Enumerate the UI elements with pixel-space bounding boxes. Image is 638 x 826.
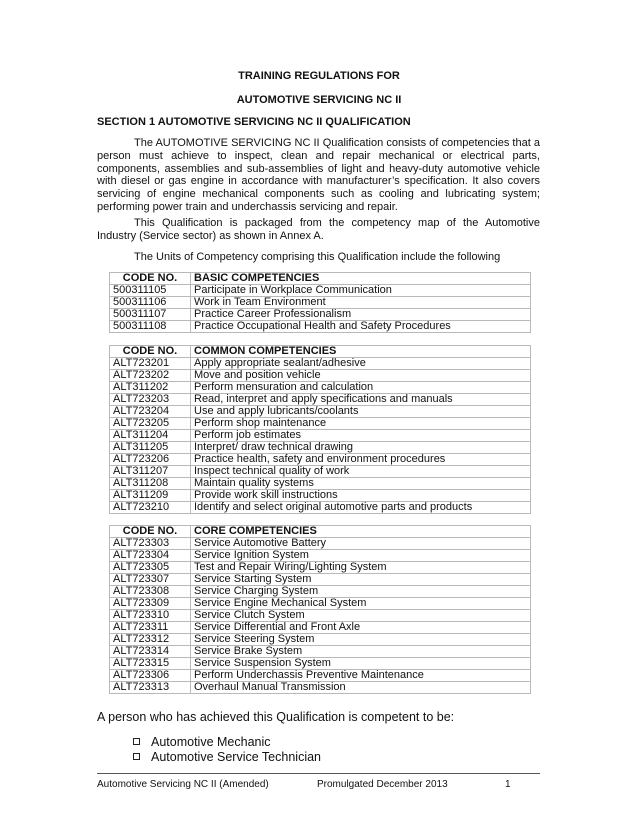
core-competencies-table [109, 525, 531, 694]
basic-competencies-table [109, 272, 531, 333]
title-column-header: COMMON COMPETENCIES [191, 346, 531, 358]
table-row [110, 490, 531, 502]
competency-code-cell: ALT723310 [110, 610, 191, 622]
competency-code-cell: ALT723210 [110, 502, 191, 514]
table-row [110, 297, 531, 309]
competency-code-cell: ALT723313 [110, 682, 191, 694]
competency-title-cell: Service Engine Mechanical System [191, 598, 531, 610]
competency-code-cell: ALT723202 [110, 370, 191, 382]
competency-title-cell: Overhaul Manual Transmission [191, 682, 531, 694]
competency-title-cell: Service Brake System [191, 646, 531, 658]
competency-title-cell: Service Differential and Front Axle [191, 622, 531, 634]
table-header-row [110, 346, 531, 358]
competency-title-cell: Maintain quality systems [191, 478, 531, 490]
footer-divider [97, 773, 540, 774]
title-column-header: BASIC COMPETENCIES [191, 273, 531, 285]
list-item-label: Automotive Mechanic [151, 735, 271, 749]
competency-code-cell: 500311108 [110, 321, 191, 333]
competency-code-cell: ALT723307 [110, 574, 191, 586]
table-row [110, 574, 531, 586]
table-row [110, 466, 531, 478]
competency-code-cell: 500311107 [110, 309, 191, 321]
table-row [110, 646, 531, 658]
competency-title-cell: Practice health, safety and environment procedures [191, 454, 531, 466]
table-row [110, 430, 531, 442]
table-row [110, 309, 531, 321]
competency-code-cell: ALT723315 [110, 658, 191, 670]
competency-code-cell: ALT311209 [110, 490, 191, 502]
competency-title-cell: Service Charging System [191, 586, 531, 598]
table-header-row [110, 526, 531, 538]
competency-code-cell: 500311105 [110, 285, 191, 297]
competency-title-cell: Perform job estimates [191, 430, 531, 442]
list-item [133, 735, 321, 750]
table-row [110, 634, 531, 646]
competency-code-cell: ALT311202 [110, 382, 191, 394]
competency-code-cell: ALT723201 [110, 358, 191, 370]
competency-code-cell: ALT311204 [110, 430, 191, 442]
competency-code-cell: ALT723205 [110, 418, 191, 430]
document-title-line1: TRAINING REGULATIONS FOR [238, 70, 400, 82]
section-heading: SECTION 1 AUTOMOTIVE SERVICING NC II QUALIFICATION [97, 116, 411, 128]
competency-title-cell: Test and Repair Wiring/Lighting System [191, 562, 531, 574]
table-row [110, 586, 531, 598]
table-row [110, 285, 531, 297]
competency-title-cell: Use and apply lubricants/coolants [191, 406, 531, 418]
document-title-line2: AUTOMOTIVE SERVICING NC II [236, 94, 402, 106]
competency-code-cell: ALT723308 [110, 586, 191, 598]
competency-code-cell: ALT311207 [110, 466, 191, 478]
table-row [110, 478, 531, 490]
code-column-header: CODE NO. [110, 526, 191, 538]
table-row [110, 658, 531, 670]
competency-title-cell: Interpret/ draw technical drawing [191, 442, 531, 454]
competency-title-cell: Service Clutch System [191, 610, 531, 622]
competency-title-cell: Service Automotive Battery [191, 538, 531, 550]
checkbox-bullet-icon [133, 753, 140, 760]
competency-code-cell: ALT723203 [110, 394, 191, 406]
competency-code-cell: ALT723305 [110, 562, 191, 574]
competency-code-cell: ALT723304 [110, 550, 191, 562]
footer-promulgation-date: Promulgated December 2013 [317, 779, 448, 790]
achieved-statement: A person who has achieved this Qualification is competent to be: [97, 710, 455, 724]
table-row [110, 321, 531, 333]
list-item-label: Automotive Service Technician [151, 750, 321, 764]
table-row [110, 358, 531, 370]
code-column-header: CODE NO. [110, 273, 191, 285]
competency-title-cell: Practice Career Professionalism [191, 309, 531, 321]
competency-title-cell: Service Starting System [191, 574, 531, 586]
table-row [110, 382, 531, 394]
list-item [133, 750, 321, 765]
table-header-row [110, 273, 531, 285]
table-row [110, 610, 531, 622]
common-competencies-table [109, 345, 531, 514]
competency-title-cell: Practice Occupational Health and Safety Procedures [191, 321, 531, 333]
table-row [110, 454, 531, 466]
intro-paragraph: The AUTOMOTIVE SERVICING NC II Qualification consists of competencies that a person must achieve to inspect, clean and repair mechanical or electrical parts, components, assemblies and sub-assemblies of light and heavy-duty automotive vehicle with diesel or gas engine in accordance with manufacturer’s specification. It also covers servicing of engine mechanical components such as cooling and lubricating system; performing power train and underchassis servicing and repair. [97, 137, 540, 213]
competency-code-cell: ALT723303 [110, 538, 191, 550]
footer-document-name: Automotive Servicing NC II (Amended) [97, 779, 269, 790]
competency-code-cell: ALT311205 [110, 442, 191, 454]
competency-title-cell: Inspect technical quality of work [191, 466, 531, 478]
table-row [110, 442, 531, 454]
packaging-paragraph: This Qualification is packaged from the competency map of the Automotive Industry (Service sector) as shown in Annex A. [97, 217, 540, 242]
competency-title-cell: Service Steering System [191, 634, 531, 646]
competency-title-cell: Apply appropriate sealant/adhesive [191, 358, 531, 370]
competency-code-cell: ALT723204 [110, 406, 191, 418]
table-row [110, 598, 531, 610]
competency-code-cell: 500311106 [110, 297, 191, 309]
competency-title-cell: Work in Team Environment [191, 297, 531, 309]
competency-title-cell: Perform Underchassis Preventive Maintenance [191, 670, 531, 682]
competency-code-cell: ALT723312 [110, 634, 191, 646]
competency-code-cell: ALT723306 [110, 670, 191, 682]
table-row [110, 670, 531, 682]
table-row [110, 538, 531, 550]
units-paragraph: The Units of Competency comprising this Qualification include the following [134, 251, 501, 263]
competency-code-cell: ALT311208 [110, 478, 191, 490]
table-row [110, 502, 531, 514]
table-row [110, 550, 531, 562]
table-row [110, 394, 531, 406]
competency-title-cell: Service Suspension System [191, 658, 531, 670]
occupation-list [133, 735, 321, 765]
table-row [110, 622, 531, 634]
competency-title-cell: Perform shop maintenance [191, 418, 531, 430]
competency-code-cell: ALT723309 [110, 598, 191, 610]
footer-page-number: 1 [505, 779, 511, 790]
table-row [110, 370, 531, 382]
table-row [110, 682, 531, 694]
competency-title-cell: Perform mensuration and calculation [191, 382, 531, 394]
competency-title-cell: Participate in Workplace Communication [191, 285, 531, 297]
competency-code-cell: ALT723314 [110, 646, 191, 658]
competency-title-cell: Read, interpret and apply specifications and manuals [191, 394, 531, 406]
competency-title-cell: Provide work skill instructions [191, 490, 531, 502]
title-column-header: CORE COMPETENCIES [191, 526, 531, 538]
competency-title-cell: Move and position vehicle [191, 370, 531, 382]
competency-code-cell: ALT723206 [110, 454, 191, 466]
checkbox-bullet-icon [133, 738, 140, 745]
competency-title-cell: Service Ignition System [191, 550, 531, 562]
competency-title-cell: Identify and select original automotive parts and products [191, 502, 531, 514]
code-column-header: CODE NO. [110, 346, 191, 358]
table-row [110, 418, 531, 430]
table-row [110, 562, 531, 574]
competency-code-cell: ALT723311 [110, 622, 191, 634]
table-row [110, 406, 531, 418]
